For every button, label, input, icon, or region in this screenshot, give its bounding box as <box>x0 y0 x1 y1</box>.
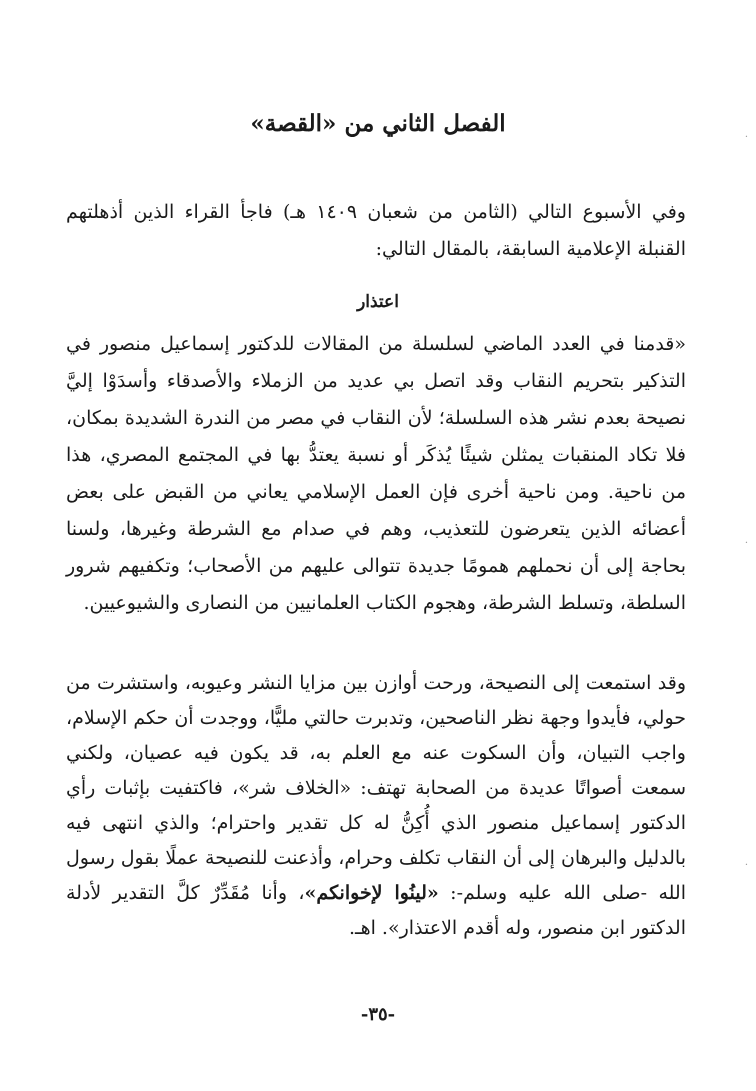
margin-dot: · <box>744 538 748 549</box>
page-number: -٣٥- <box>360 1004 396 1025</box>
body-paragraph-part1: وقد استمعت إلى النصيحة، ورحت أوازن بين مزايا النشر وعيوبه، واستشرت من حولي، فأيدوا وجهة نظر الناصحين، وتدبرت حالتي مليًّا، ووجدت أن حكم الإسلام، واجب التبيان، وأن السكوت عنه مع العلم به، قد يكون فيه عصيان، ولكني سمعت أصواتًا عديدة من الصحابة تهتف: «الخلاف شر»، فاكتفيت بإثبات رأي الدكتور إسماعيل منصور الذي أُكِنُّ له كل تقدير واحترام؛ والذي انتهى فيه بالدليل والبرهان إلى أن النقاب تكلف وحرام، وأذعنت للنصيحة عملًا بقول رسول الله -صلى الله عليه وسلم-: <box>66 672 686 904</box>
article-heading: اعتذار <box>357 292 399 312</box>
intro-paragraph: وفي الأسبوع التالي (الثامن من شعبان ١٤٠٩ هـ) فاجأ القراء الذين أذهلتهم القنبلة الإعلامية السابقة، بالمقال التالي: <box>66 201 686 260</box>
body-paragraph <box>66 666 686 946</box>
margin-dot: · <box>744 132 748 143</box>
body-paragraph-part2: ، وأنا مُقَدِّرٌ كلَّ التقدير لأدلة الدكتور ابن منصور، وله أقدم الاعتذار». اهـ. <box>66 882 686 939</box>
hadith-quote: «لينُوا لإخوانكم» <box>304 882 439 904</box>
margin-dot: · <box>744 860 748 871</box>
quoted-article: «قدمنا في العدد الماضي لسلسلة من المقالات للدكتور إسماعيل منصور في التذكير بتحريم النقاب وقد اتصل بي عديد من الزملاء والأصدقاء وأسدَوْا إليَّ نصيحة بعدم نشر هذه السلسلة؛ لأن النقاب في مصر من الندرة الشديدة بمكان، فلا تكاد المنقبات يمثلن شيئًا يُذكَر أو نسبة يعتدُّ بها في المجتمع المصري، هذا من ناحية. ومن ناحية أخرى فإن العمل الإسلامي يعاني من القبض على بعض أعضائه الذين يتعرضون للتعذيب، وهم في صدام مع الشرطة وغيرها، ولسنا بحاجة إلى أن نحملهم همومًا جديدة تتوالى عليهم من الأصحاب؛ وتكفيهم شرور السلطة، وتسلط الشرطة، وهجوم الكتاب العلمانيين من النصارى والشيوعيين. <box>66 333 687 614</box>
chapter-title: الفصل الثاني من «القصة» <box>250 110 506 137</box>
